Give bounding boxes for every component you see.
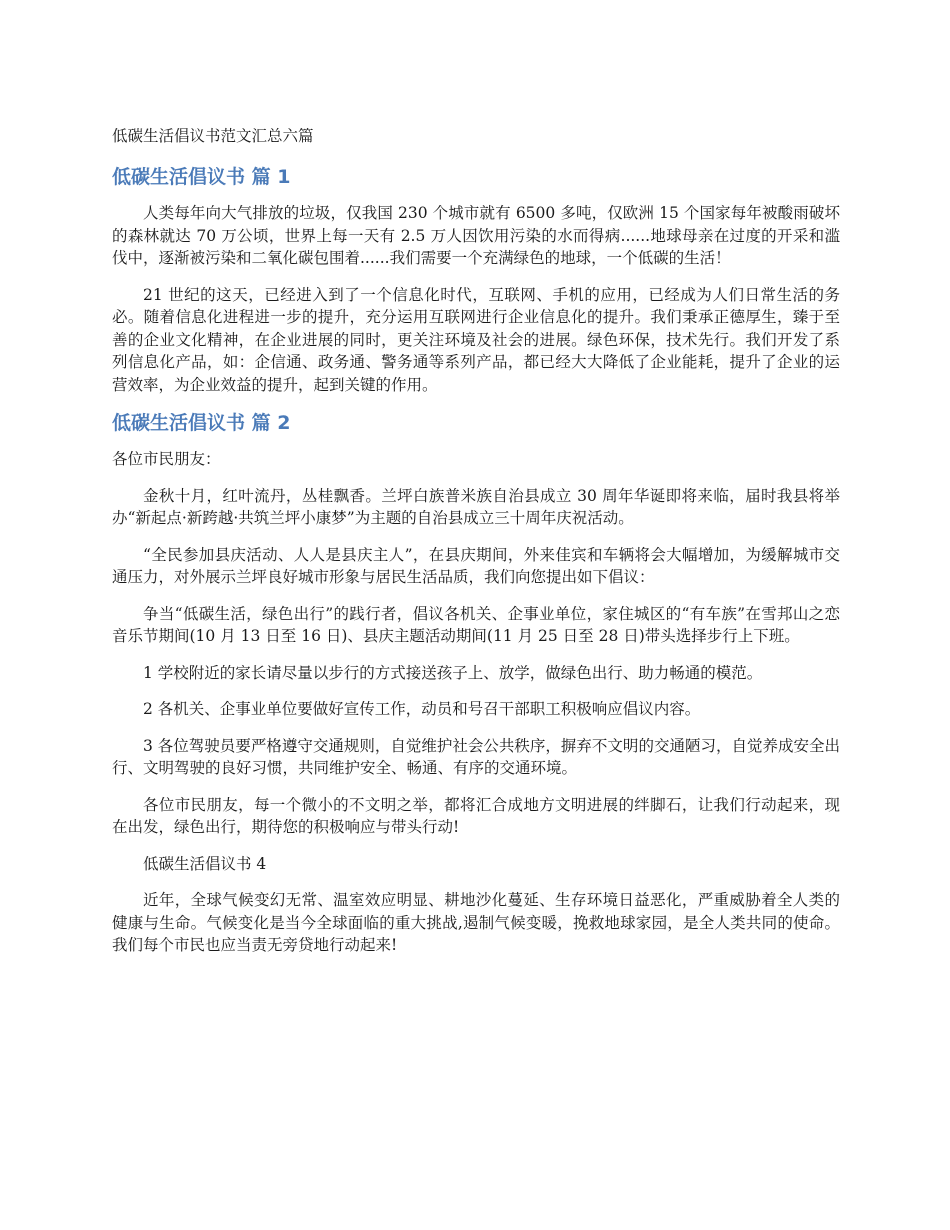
paragraph: 金秋十月，红叶流丹，丛桂飘香。兰坪白族普米族自治县成立 30 周年华诞即将来临，届时我县将举办“新起点·新跨越·共筑兰坪小康梦”为主题的自治县成立三十周年庆祝活动。 [112,486,840,527]
paragraph: 各位市民朋友，每一个微小的不文明之举，都将汇合成地方文明进展的绊脚石，让我们行动起来，现在出发，绿色出行，期待您的积极响应与带头行动! [112,795,840,836]
list-item: 1 学校附近的家长请尽量以步行的方式接送孩子上、放学，做绿色出行、助力畅通的模范。 [143,663,763,682]
list-item: 2 各机关、企事业单位要做好宣传工作，动员和号召干部职工积极响应倡议内容。 [143,700,701,718]
paragraph: 21 世纪的这天，已经进入到了一个信息化时代，互联网、手机的应用，已经成为人们日常生活的务必。随着信息化进程进一步的提升，充分运用互联网进行企业信息化的提升。我们秉承正德厚生，臻于至善的企业文化精神，在企业进展的同时，更关注环境及社会的进展。绿色环保，技术先行。我们开发了系列信息化产品，如：企信通、政务通、警务通等系列产品，都已经大大降低了企业能耗，提升了企业的运营效率，为企业效益的提升，起到关键的作用。 [112,285,840,394]
document-title: 低碳生活倡议书范文汇总六篇 [112,127,314,145]
section-heading: 低碳生活倡议书 篇 1 [112,166,291,188]
subheading-text: 低碳生活倡议书 4 [143,854,267,873]
paragraph: “全民参加县庆活动、人人是县庆主人”，在县庆期间，外来佳宾和车辆将会大幅增加，为缓解城市交通压力，对外展示兰坪良好城市形象与居民生活品质，我们向您提出如下倡议： [112,545,840,586]
section-1 [112,164,840,396]
paragraph: 争当“低碳生活，绿色出行”的践行者，倡议各机关、企事业单位，家住城区的“有车族”在雪邦山之恋音乐节期间(10 月 13 日至 16 日)、县庆主题活动期间(11 月 25 日至 28 日)带头选择步行上下班。 [112,604,840,645]
paragraph: 近年，全球气候变幻无常、温室效应明显、耕地沙化蔓延、生存环境日益恶化，严重威胁着全人类的健康与生命。气候变化是当今全球面临的重大挑战,遏制气候变暖，挽救地球家园，是全人类共同的使命。我们每个市民也应当责无旁贷地行动起来! [112,891,840,954]
greeting: 各位市民朋友： [112,450,221,468]
list-item: 3 各位驾驶员要严格遵守交通规则，自觉维护社会公共秩序，摒弃不文明的交通陋习，自觉养成安全出行、文明驾驶的良好习惯，共同维护安全、畅通、有序的交通环境。 [112,736,840,777]
section-heading: 低碳生活倡议书 篇 2 [112,412,291,434]
paragraph: 人类每年向大气排放的垃圾，仅我国 230 个城市就有 6500 多吨，仅欧洲 15 个国家每年被酸雨破坏的森林就达 70 万公顷，世界上每一天有 2.5 万人因饮用污染的水而得病......地球母亲在过度的开采和滥伐中，逐渐被污染和二氧化碳包围着......我们需要一个充满绿色的地球，一个低碳的生活！ [112,204,840,267]
section-2 [112,410,840,957]
document-page [112,124,840,971]
